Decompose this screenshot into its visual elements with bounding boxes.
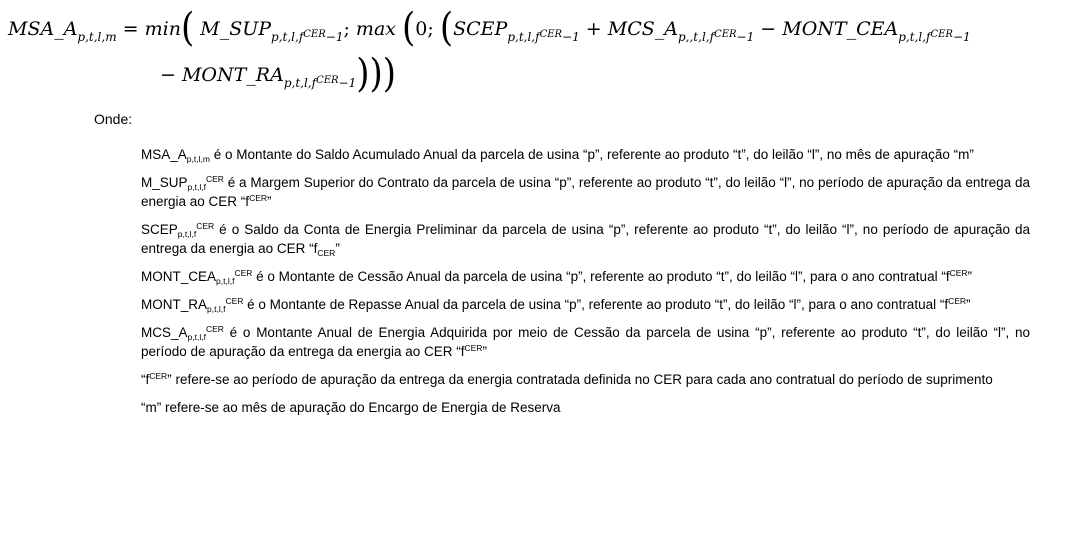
definition-montra: $MONT\_RA_{p,t,l,f}^{CER}$ é o Montante de Repasse Anual da parcela de usina “p”, referente ao produto “t”, do leilão “l”, para o ano contratual “$f^{CER}$” — [141, 296, 971, 314]
formula-line-1: $MSA\_A_{p,t,l,m} = \min$( $M\_SUP_{p,t,l,f^{CER}-1}$; max (0; ($SCEP_{p,t,l,f^{CER}-1}$ + $MCS\_A_{p,,t,l,f^{CER}-1}$ − $MONT\_CEA_{p,t,l,f^{CER}-1}$ — [8, 4, 971, 51]
definition-montcea: $MONT\_CEA_{p,t,l,f}^{CER}$ é o Montante de Cessão Anual da parcela de usina “p”, referente ao produto “t”, do leilão “l”, para o ano contratual “$f^{CER}$” — [141, 268, 973, 286]
definition-m: “m” refere-se ao mês de apuração do Encargo de Energia de Reserva — [141, 400, 561, 415]
definitions-list — [141, 145, 1030, 426]
definition-fcer: “$f^{CER}$” refere-se ao período de apuração da entrega da energia contratada definida no CER para cada ano contratual do período de suprimento — [141, 371, 993, 387]
definition-scep: $SCEP_{p,t,l,f}^{CER}$ é o Saldo da Conta de Energia Preliminar da parcela de usina “p”, referente ao produto “t”, do leilão “l”, no período de apuração da entrega da energia ao CER “$f_{CER}$” — [141, 221, 1030, 258]
right-paren: ) — [382, 50, 397, 97]
right-paren: ) — [369, 50, 383, 97]
definition-msa: $MSA\_A_{p,t,l,m}$ é o Montante do Saldo Acumulado Anual da parcela de usina “p”, referente ao produto “t”, do leilão “l”, no mês de apuração “m” — [141, 147, 974, 164]
left-paren: ( — [402, 4, 416, 51]
onde-label: Onde: — [94, 111, 133, 127]
definition-msup: $M\_SUP_{p,t,l,f}^{CER}$ é a Margem Superior do Contrato da parcela de usina “p”, referente ao produto “t”, do leilão “l”, no período de apuração da entrega da energia ao CER “$f^{CER}$” — [141, 174, 1030, 209]
formula-line-2: − $MONT\_RA_{p,t,l,f^{CER}-1}$))) — [160, 50, 397, 97]
left-paren: ( — [439, 4, 454, 51]
right-paren: ) — [356, 50, 370, 97]
left-paren: ( — [180, 4, 195, 51]
definition-mcs: $MCS\_A_{p,t,l,f}^{CER}$ é o Montante Anual de Energia Adquirida por meio de Cessão da parcela de usina “p”, referente ao produto “t”, do leilão “l”, no período de apuração da entrega da energia ao CER “$f^{CER}$” — [141, 324, 1030, 359]
